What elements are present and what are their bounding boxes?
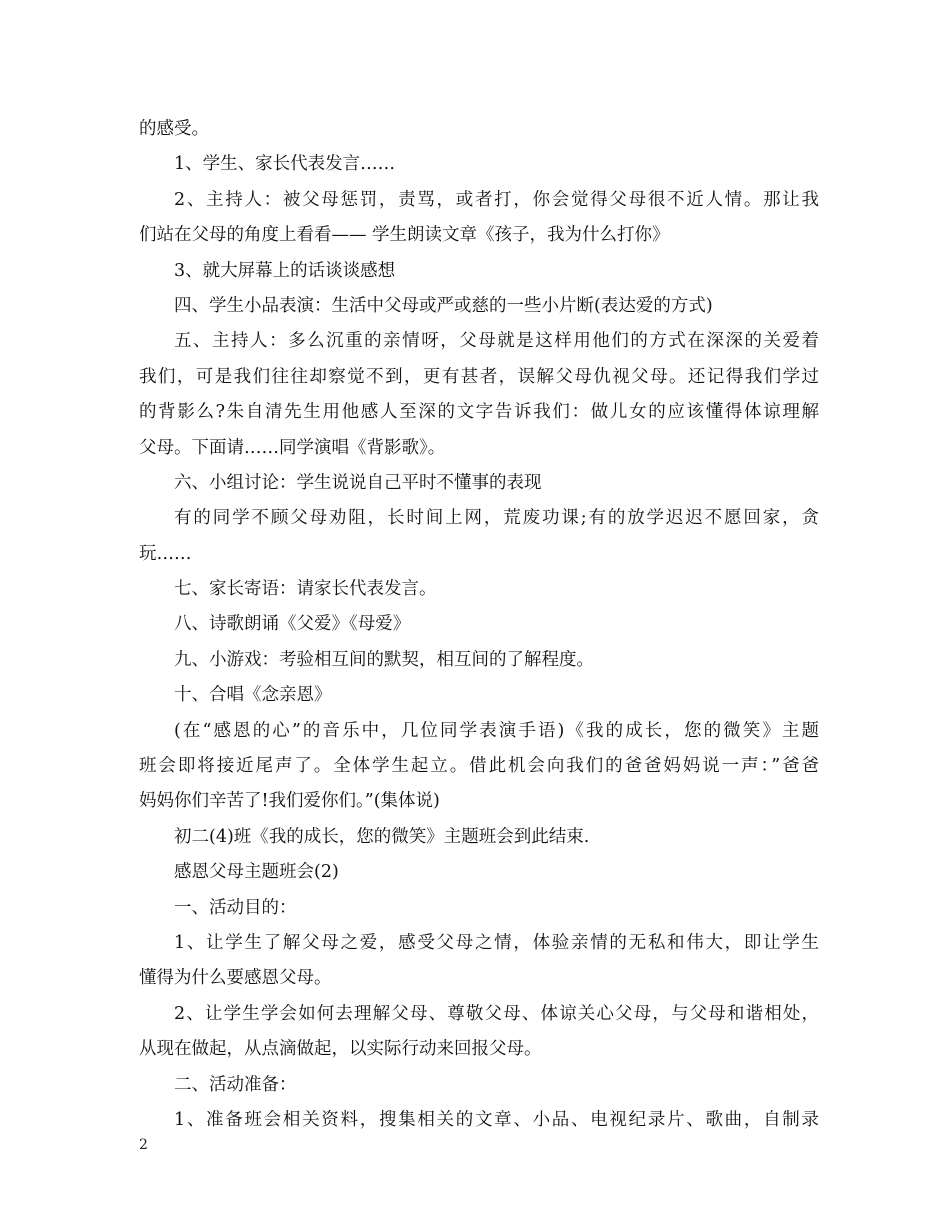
- text-line: 二、活动准备：: [174, 1074, 297, 1095]
- text-line: 1、学生、家长代表发言……: [174, 154, 396, 175]
- text-line: 1、准备班会相关资料，搜集相关的文章、小品、电视纪录片、歌曲，自制录: [174, 1109, 819, 1130]
- text-line: 我们，可是我们往往却察觉不到，更有甚者，误解父母仇视父母。还记得我们学过: [139, 366, 819, 387]
- text-line: 从现在做起，从点滴做起，以实际行动来回报父母。: [139, 1039, 542, 1060]
- text-line: 班会即将接近尾声了。全体学生起立。借此机会向我们的爸爸妈妈说一声：”爸爸: [139, 756, 819, 777]
- text-line: 七、家长寄语：请家长代表发言。: [174, 579, 437, 600]
- text-line: 3、就大屏幕上的话谈谈感想: [174, 260, 396, 281]
- text-line: 有的同学不顾父母劝阻，长时间上网，荒废功课;有的放学迟迟不愿回家，贪: [174, 508, 819, 529]
- text-line: 玩……: [139, 543, 192, 564]
- text-line: 1、让学生了解父母之爱，感受父母之情，体验亲情的无私和伟大，即让学生: [174, 932, 819, 953]
- text-line: 初二(4)班《我的成长，您的微笑》主题班会到此结束.: [174, 826, 590, 847]
- text-line: 2、主持人：被父母惩罚，责骂，或者打，你会觉得父母很不近人情。那让我: [174, 189, 819, 210]
- text-line: 十、合唱《念亲恩》: [174, 685, 332, 706]
- text-line: 的感受。: [139, 119, 209, 139]
- document-body: [139, 112, 819, 1138]
- page-number: 2: [139, 1137, 148, 1153]
- text-line: (在“感恩的心”的音乐中，几位同学表演手语)《我的成长，您的微笑》主题: [174, 720, 819, 741]
- text-line: 六、小组讨论：学生说说自己平时不懂事的表现: [174, 472, 542, 493]
- text-line: 一、活动目的：: [174, 897, 297, 918]
- text-line: 懂得为什么要感恩父母。: [139, 968, 332, 989]
- text-line: 2、让学生学会如何去理解父母、尊敬父母、体谅关心父母，与父母和谐相处，: [174, 1003, 819, 1024]
- text-line: 八、诗歌朗诵《父爱》《母爱》: [174, 614, 411, 635]
- text-line: 父母。下面请……同学演唱《背影歌》。: [139, 437, 446, 458]
- text-line: 五、主持人：多么沉重的亲情呀，父母就是这样用他们的方式在深深的关爱着: [174, 331, 819, 352]
- text-line: 的背影么?朱自清先生用他感人至深的文字告诉我们：做儿女的应该懂得体谅理解: [139, 402, 819, 423]
- text-line: 感恩父母主题班会(2): [174, 862, 339, 883]
- text-line: 妈妈你们辛苦了!我们爱你们。”(集体说): [139, 791, 440, 812]
- text-line: 四、学生小品表演：生活中父母或严或慈的一些小片断(表达爱的方式): [174, 295, 713, 316]
- text-line: 九、小游戏：考验相互间的默契，相互间的了解程度。: [174, 649, 594, 670]
- text-line: 们站在父母的角度上看看—— 学生朗读文章《孩子，我为什么打你》: [139, 225, 670, 246]
